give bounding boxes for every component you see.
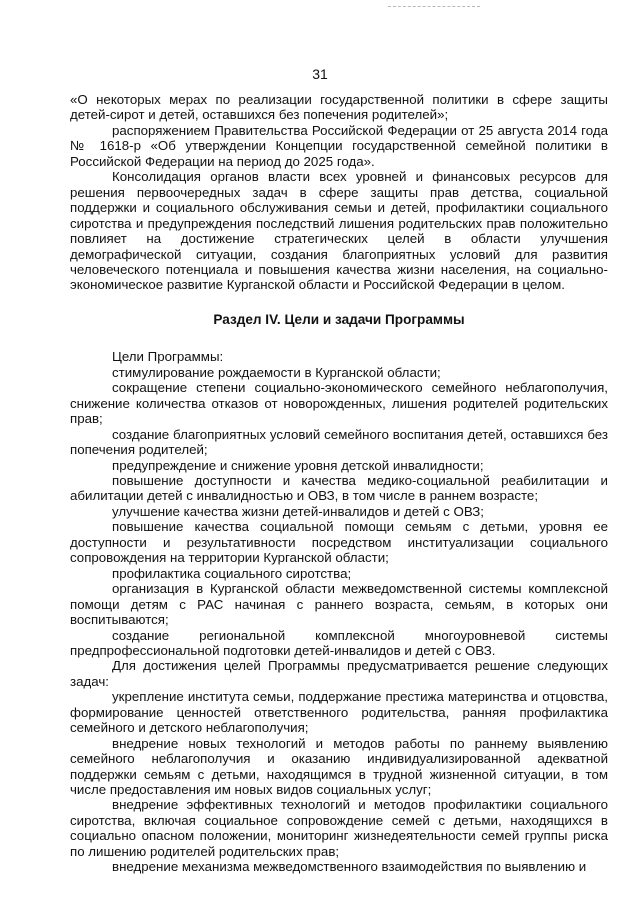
paragraph: распоряжением Правительства Российской Федерации от 25 августа 2014 года № 1618-р «Об утверждении Концепции государственной семейной политики в Российской Федерации на период до 2025 года». bbox=[70, 122, 608, 169]
paragraph: создание благоприятных условий семейного воспитания детей, оставшихся без попечения родителей; bbox=[70, 426, 608, 458]
paragraph: предупреждение и снижение уровня детской инвалидности; bbox=[112, 457, 484, 473]
paragraph: внедрение новых технологий и методов работы по раннему выявлению семейного неблагополучия и оказанию индивидуализированной адекватной поддержки семьям с детьми, находящимся в трудной жизненной ситуации, в том числе предоставления им новых видов социальных услуг; bbox=[70, 735, 608, 798]
paragraph: Для достижения целей Программы предусматривается решение следующих задач: bbox=[70, 658, 608, 689]
goals-and-tasks-section bbox=[70, 349, 608, 874]
paragraph: сокращение степени социально-экономического семейного неблагополучия, снижение количества отказов от новорожденных, лишения родителей родительских прав; bbox=[70, 380, 608, 427]
paragraph: создание региональной комплексной многоуровневой системы предпрофессиональной подготовки детей-инвалидов и детей с ОВЗ. bbox=[70, 627, 608, 658]
paragraph: повышение доступности и качества медико-социальной реабилитации и абилитации детей с инвалидностью и ОВЗ, в том числе в раннем возрасте; bbox=[70, 472, 608, 504]
paragraph: улучшение качества жизни детей-инвалидов и детей с ОВЗ; bbox=[112, 503, 484, 519]
paragraph: профилактика социального сиротства; bbox=[112, 565, 352, 581]
document-page bbox=[70, 92, 608, 875]
paragraph: укрепление института семьи, поддержание престижа материнства и отцовства, формирование ценностей ответственного родительства, ранняя профилактика семейного и детского неблагополучия; bbox=[70, 689, 608, 736]
page-number: 31 bbox=[312, 66, 328, 82]
paragraph: Цели Программы: bbox=[112, 349, 224, 365]
paragraph: повышение качества социальной помощи семьям с детьми, уровня ее доступности и результативности посредством институализации социального сопровождения на территории Курганской области; bbox=[70, 519, 608, 566]
paragraph: организация в Курганской области межведомственной системы комплексной помощи детям с РАС начиная с раннего возраста, семьям, в которых они воспитываются; bbox=[70, 581, 608, 628]
intro-section bbox=[70, 92, 608, 293]
scan-artifact-line bbox=[388, 6, 480, 8]
paragraph: «О некоторых мерах по реализации государственной политики в сфере защиты детей-сирот и детей, оставшихся без попечения родителей»; bbox=[70, 92, 608, 123]
paragraph: внедрение эффективных технологий и методов профилактики социального сиротства, включая социальное сопровождение семей с детьми, находящихся в социально опасном положении, мониторинг жизнедеятельности семей группы риска по лишению родителей родительских прав; bbox=[70, 797, 608, 859]
section-heading: Раздел IV. Цели и задачи Программы bbox=[213, 311, 465, 327]
paragraph: внедрение механизма межведомственного взаимодействия по выявлению и bbox=[112, 859, 587, 875]
paragraph: Консолидация органов власти всех уровней и финансовых ресурсов для решения первоочередных задач в сфере защиты прав детства, социальной поддержки и социального обслуживания семьи и детей, профилактики социального сиротства и предупреждения последствий лишения родительских прав положительно повлияет на достижение стратегических целей в области улучшения демографической ситуации, создания благоприятных условий для развития человеческого потенциала и повышения качества жизни населения, на социально-экономическое развитие Курганской области и Российской Федерации в целом. bbox=[70, 169, 608, 293]
paragraph: стимулирование рождаемости в Курганской области; bbox=[112, 364, 441, 380]
